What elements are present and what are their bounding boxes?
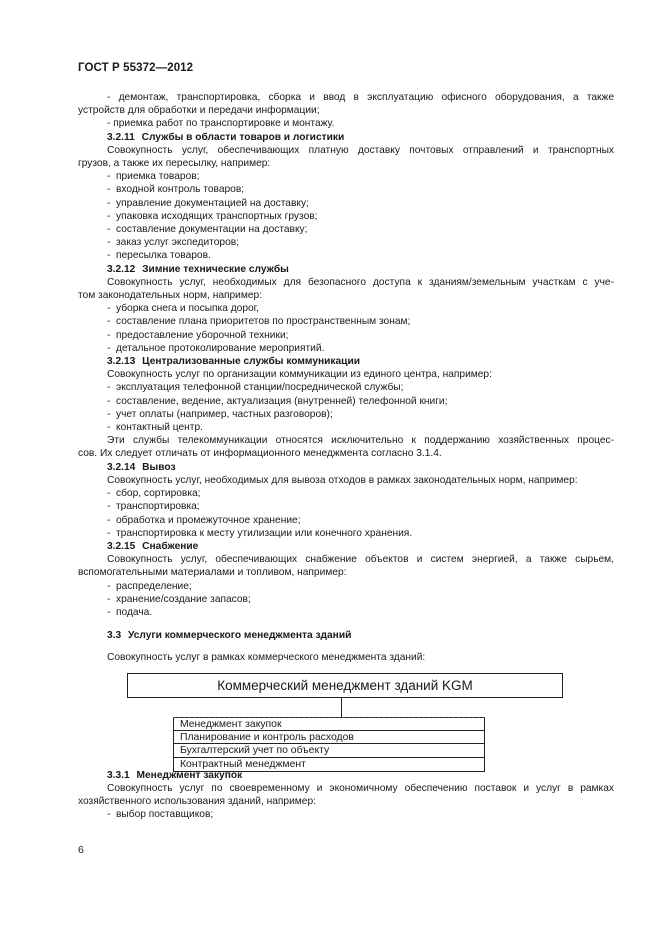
list-item: - предоставление уборочной техники;	[107, 329, 289, 341]
kgm-sub-item: Бухгалтерский учет по объекту	[174, 744, 484, 757]
paragraph: Совокупность услуг по организации коммуникации из единого центра, например:	[107, 369, 492, 381]
list-item: - подача.	[107, 606, 153, 618]
paragraph-continuation: том законодательных норм, например:	[78, 290, 263, 302]
page-number: 6	[78, 844, 84, 856]
list-item: - выбор поставщиков;	[107, 809, 214, 821]
list-item: - распределение;	[107, 580, 192, 592]
diagram-dotted-line	[173, 717, 485, 718]
diagram-connector	[341, 698, 342, 718]
list-item: - составление, ведение, актуализация (внутренней) телефонной книги;	[107, 395, 448, 407]
list-item: - транспортировка к месту утилизации или конечного хранения.	[107, 527, 413, 539]
bullet-continuation: устройств для обработки и передачи информации;	[78, 105, 320, 117]
list-item: - эксплуатация телефонной станции/посреднической службы;	[107, 382, 404, 394]
list-item: - входной контроль товаров;	[107, 184, 245, 196]
list-item: - управление документацией на доставку;	[107, 197, 309, 209]
paragraph: Совокупность услуг, обеспечивающих платную доставку почтовых отправлений и транспортных	[107, 144, 614, 156]
section-heading-3-3-1: 3.3.1 Менеджмент закупок	[107, 769, 243, 781]
kgm-sub-item: Менеджмент закупок	[174, 718, 484, 731]
list-item: - составление плана приоритетов по пространственным зонам;	[107, 316, 411, 328]
kgm-diagram	[78, 673, 614, 769]
list-item: - обработка и промежуточное хранение;	[107, 514, 301, 526]
paragraph: Совокупность услуг, обеспечивающих снабжение объектов и систем энергией, а также сырьем,	[107, 554, 614, 566]
list-item: - составление документации на доставку;	[107, 224, 308, 236]
paragraph: Эти службы телекоммуникации относятся исключительно к поддержанию хозяйственных процес-	[107, 435, 614, 447]
section-heading-3-2-11: 3.2.11 Службы в области товаров и логистики	[107, 131, 345, 143]
section-heading-3-3: 3.3 Услуги коммерческого менеджмента зданий	[107, 630, 352, 642]
kgm-sub-item: Планирование и контроль расходов	[174, 731, 484, 744]
list-item: - контактный центр.	[107, 422, 203, 434]
paragraph-continuation: вспомогательными материалами и топливом, например:	[78, 567, 347, 579]
list-item: - заказ услуг экспедиторов;	[107, 237, 239, 249]
list-item: - приемка товаров;	[107, 171, 200, 183]
list-item: - упаковка исходящих транспортных грузов;	[107, 210, 318, 222]
kgm-sub-list	[173, 717, 485, 773]
bullet-line: - приемка работ по транспортировке и монтажу.	[107, 118, 335, 130]
paragraph-continuation: хозяйственного использования зданий, например:	[78, 795, 316, 807]
section-heading-3-2-15: 3.2.15 Снабжение	[107, 540, 199, 552]
list-item: - транспортировка;	[107, 501, 200, 513]
list-item: - уборка снега и посыпка дорог,	[107, 303, 259, 315]
paragraph: Совокупность услуг, необходимых для вывоза отходов в рамках законодательных норм, например:	[107, 474, 578, 486]
section-heading-3-2-14: 3.2.14 Вывоз	[107, 461, 176, 473]
document-header: ГОСТ Р 55372—2012	[78, 62, 194, 74]
paragraph-continuation: грузов, а также их пересылку, например:	[78, 158, 271, 170]
section-heading-3-2-12: 3.2.12 Зимние технические службы	[107, 263, 289, 275]
list-item: - детальное протоколирование мероприятий.	[107, 342, 325, 354]
paragraph: Совокупность услуг в рамках коммерческого менеджмента зданий:	[107, 652, 426, 664]
paragraph: Совокупность услуг по своевременному и экономичному обеспечению поставок и услуг в рамках	[107, 782, 614, 794]
paragraph-continuation: сов. Их следует отличать от информационного менеджмента согласно 3.1.4.	[78, 448, 442, 460]
bullet-line: - демонтаж, транспортировка, сборка и ввод в эксплуатацию офисного оборудования, а также	[107, 92, 614, 103]
document-body	[78, 91, 614, 821]
kgm-sub-item: Контрактный менеджмент	[180, 758, 306, 770]
paragraph: Совокупность услуг, необходимых для безопасного доступа к зданиям/земельным участкам с уче-	[107, 276, 614, 288]
kgm-main-box: Коммерческий менеджмент зданий KGM	[127, 673, 563, 698]
section-heading-3-2-13: 3.2.13 Централизованные службы коммуникации	[107, 356, 360, 368]
list-item: - сбор, сортировка;	[107, 488, 201, 500]
list-item: - хранение/создание запасов;	[107, 593, 251, 605]
list-item: - пересылка товаров.	[107, 250, 211, 262]
list-item: - учет оплаты (например, частных разговоров);	[107, 408, 333, 420]
